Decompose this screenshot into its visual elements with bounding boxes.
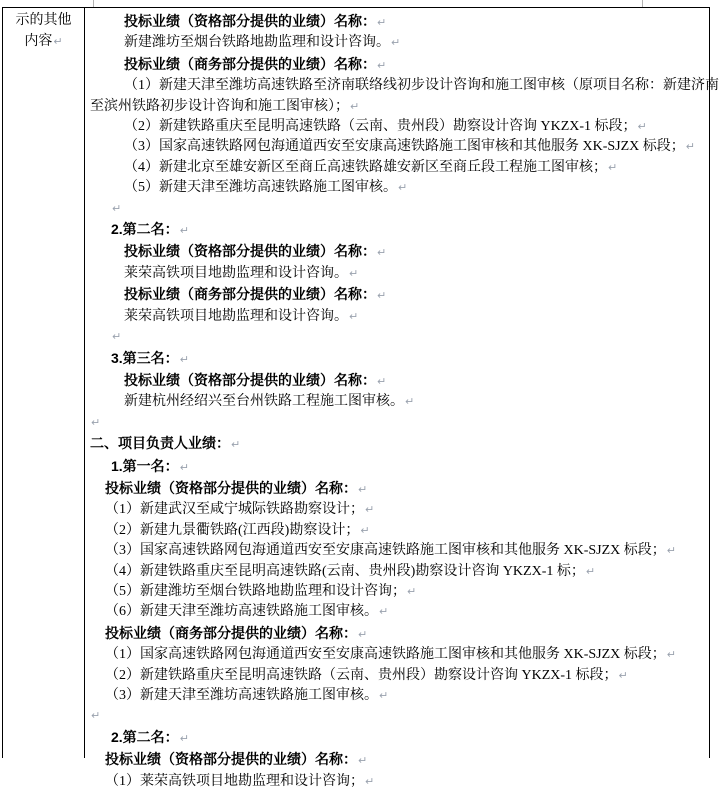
paragraph-line <box>90 541 719 561</box>
paragraph-mark-icon: ↵ <box>585 564 596 578</box>
paragraph-text: （2）新建铁路重庆至昆明高速铁路（云南、贵州段）勘察设计咨询 YKZX-1 标段； <box>124 119 637 135</box>
paragraph-line <box>90 178 719 198</box>
paragraph-text: 投标业绩（资格部分提供的业绩）名称： <box>124 243 376 260</box>
paragraph-text: 1.第一名： <box>111 457 179 474</box>
table-grid-tick <box>93 0 94 7</box>
paragraph-mark-icon: ↵ <box>405 395 415 409</box>
paragraph-line <box>90 500 719 520</box>
paragraph-line <box>90 137 719 157</box>
paragraph-line <box>90 413 719 433</box>
paragraph-text: （1）国家高速铁路网包海通道西安至安康高速铁路施工图审核和其他服务 XK-SJZX 标段； <box>105 647 666 663</box>
paragraph-text: 二、项目负责人业绩： <box>90 435 230 452</box>
paragraph-line <box>90 521 719 541</box>
paragraph-mark-icon: ↵ <box>112 201 122 215</box>
paragraph-text: 投标业绩（资格部分提供的业绩）名称： <box>124 371 376 388</box>
paragraph-text: 2.第二名： <box>111 221 179 238</box>
paragraph-line <box>90 284 719 306</box>
paragraph-mark-icon: ↵ <box>231 438 241 452</box>
paragraph-mark-icon: ↵ <box>53 34 63 48</box>
paragraph-mark-icon: ↵ <box>391 36 401 50</box>
paragraph-line <box>90 478 719 500</box>
paragraph-text: （4）新建北京至雄安新区至商丘高速铁路雄安新区至商丘段工程施工图审核； <box>124 159 607 175</box>
paragraph-text: 3.第三名： <box>111 349 179 366</box>
paragraph-line <box>90 562 719 582</box>
paragraph-line <box>90 706 719 726</box>
paragraph-mark-icon: ↵ <box>365 774 375 788</box>
paragraph-text: （5）新建潍坊至烟台铁路地勘监理和设计咨询； <box>105 583 406 599</box>
paragraph-mark-icon: ↵ <box>358 627 368 641</box>
paragraph-mark-icon: ↵ <box>91 415 101 429</box>
paragraph-line <box>90 370 719 392</box>
paragraph-mark-icon: ↵ <box>377 289 387 303</box>
paragraph-line <box>90 97 719 117</box>
paragraph-text: （2）新建铁路重庆至昆明高速铁路（云南、贵州段）勘察设计咨询 YKZX-1 标段； <box>105 667 618 683</box>
paragraph-line <box>90 582 719 602</box>
paragraph-mark-icon: ↵ <box>407 584 417 598</box>
paragraph-text: 投标业绩（商务部分提供的业绩）名称： <box>105 624 357 641</box>
paragraph-mark-icon: ↵ <box>377 374 387 388</box>
row-label-line <box>3 32 84 53</box>
paragraph-text: 投标业绩（资格部分提供的业绩）名称： <box>124 13 376 29</box>
paragraph-mark-icon: ↵ <box>91 709 101 723</box>
paragraph-text: （5）新建天津至潍坊高速铁路施工图审核。 <box>124 180 397 196</box>
paragraph-mark-icon: ↵ <box>360 523 370 537</box>
paragraph-text: 新建杭州经绍兴至台州铁路工程施工图审核。 <box>124 394 404 410</box>
paragraph-line <box>90 602 719 622</box>
paragraph-mark-icon: ↵ <box>358 482 368 496</box>
paragraph-mark-icon: ↵ <box>379 689 389 702</box>
paragraph-line <box>90 392 719 412</box>
paragraph-text: （2）新建九景衢铁路(江西段)勘察设计； <box>105 522 360 538</box>
paragraph-mark-icon: ↵ <box>608 160 618 174</box>
paragraph-line <box>90 727 719 749</box>
paragraph-line <box>90 54 719 76</box>
table-grid-tick <box>642 0 643 7</box>
paragraph-line <box>90 307 719 327</box>
paragraph-mark-icon: ↵ <box>379 605 389 619</box>
row-label-text: 内容 <box>24 33 53 49</box>
row-label-line <box>3 11 84 32</box>
paragraph-mark-icon: ↵ <box>179 460 189 474</box>
paragraph-mark-icon: ↵ <box>377 16 387 29</box>
paragraph-line <box>90 772 719 792</box>
paragraph-mark-icon: ↵ <box>349 309 359 323</box>
paragraph-mark-icon: ↵ <box>349 266 359 280</box>
paragraph-mark-icon: ↵ <box>377 58 387 72</box>
paragraph-text: （1）莱荣高铁项目地勘监理和设计咨询； <box>105 773 364 789</box>
paragraph-text: （3）国家高速铁路网包海通道西安至安康高速铁路施工图审核和其他服务 XK-SJZX 标段； <box>105 543 666 559</box>
paragraph-text: （6）新建天津至潍坊高速铁路施工图审核。 <box>105 604 378 620</box>
paragraph-line <box>90 117 719 137</box>
paragraph-mark-icon: ↵ <box>666 648 676 662</box>
paragraph-text: 投标业绩（商务部分提供的业绩）名称： <box>124 55 376 72</box>
paragraph-line <box>90 686 719 706</box>
paragraph-mark-icon: ↵ <box>637 120 647 134</box>
paragraph-line <box>90 158 719 178</box>
paragraph-mark-icon: ↵ <box>179 352 189 366</box>
paragraph-line <box>90 199 719 219</box>
paragraph-mark-icon: ↵ <box>179 224 189 238</box>
paragraph-text: 投标业绩（资格部分提供的业绩）名称： <box>105 479 357 496</box>
paragraph-text: 莱荣高铁项目地勘监理和设计咨询。 <box>124 265 348 281</box>
paragraph-text: 莱荣高铁项目地勘监理和设计咨询。 <box>124 308 348 324</box>
row-label-text: 示的其他 <box>15 13 72 28</box>
paragraph-mark-icon: ↵ <box>112 330 122 344</box>
paragraph-line <box>90 241 719 263</box>
paragraph-mark-icon: ↵ <box>179 731 189 745</box>
paragraph-line <box>90 348 719 370</box>
paragraph-mark-icon: ↵ <box>618 668 628 682</box>
paragraph-line <box>90 623 719 645</box>
paragraph-text: （1）新建武汉至咸宁城际铁路勘察设计； <box>105 502 364 518</box>
paragraph-line <box>90 11 719 33</box>
paragraph-line <box>90 456 719 478</box>
row-label-cell <box>3 8 85 758</box>
paragraph-mark-icon: ↵ <box>398 181 408 195</box>
paragraph-mark-icon: ↵ <box>377 246 387 260</box>
paragraph-mark-icon: ↵ <box>350 99 360 113</box>
paragraph-line <box>90 666 719 686</box>
content-cell <box>85 8 723 789</box>
paragraph-line <box>90 645 719 665</box>
paragraph-line <box>90 264 719 284</box>
paragraph-mark-icon: ↵ <box>685 140 695 154</box>
paragraph-line <box>90 433 719 455</box>
paragraph-mark-icon: ↵ <box>358 754 368 768</box>
paragraph-line <box>90 327 719 347</box>
paragraph-line <box>90 749 719 771</box>
paragraph-text: 至滨州铁路初步设计咨询和施工图审核）； <box>90 98 349 114</box>
paragraph-text: （4）新建铁路重庆至昆明高速铁路(云南、贵州段)勘察设计咨询 YKZX-1 标； <box>105 563 585 579</box>
paragraph-text: 投标业绩（商务部分提供的业绩）名称： <box>124 286 376 303</box>
paragraph-text: （3）新建天津至潍坊高速铁路施工图审核。 <box>105 688 378 703</box>
paragraph-mark-icon: ↵ <box>365 503 375 517</box>
paragraph-text: 新建潍坊至烟台铁路地勘监理和设计咨询。 <box>124 35 390 51</box>
paragraph-mark-icon: ↵ <box>666 544 676 558</box>
paragraph-text: （3）国家高速铁路网包海通道西安至安康高速铁路施工图审核和其他服务 XK-SJZX 标段； <box>124 139 685 155</box>
paragraph-text: （1）新建天津至潍坊高速铁路至济南联络线初步设计咨询和施工图审核（原项目名称：新建济南 <box>124 78 719 94</box>
paragraph-line <box>90 33 719 53</box>
paragraph-line <box>90 219 719 241</box>
document-table-row <box>2 7 719 789</box>
paragraph-line <box>90 76 719 96</box>
paragraph-text: 2.第二名： <box>111 728 179 745</box>
paragraph-text: 投标业绩（资格部分提供的业绩）名称： <box>105 751 357 768</box>
